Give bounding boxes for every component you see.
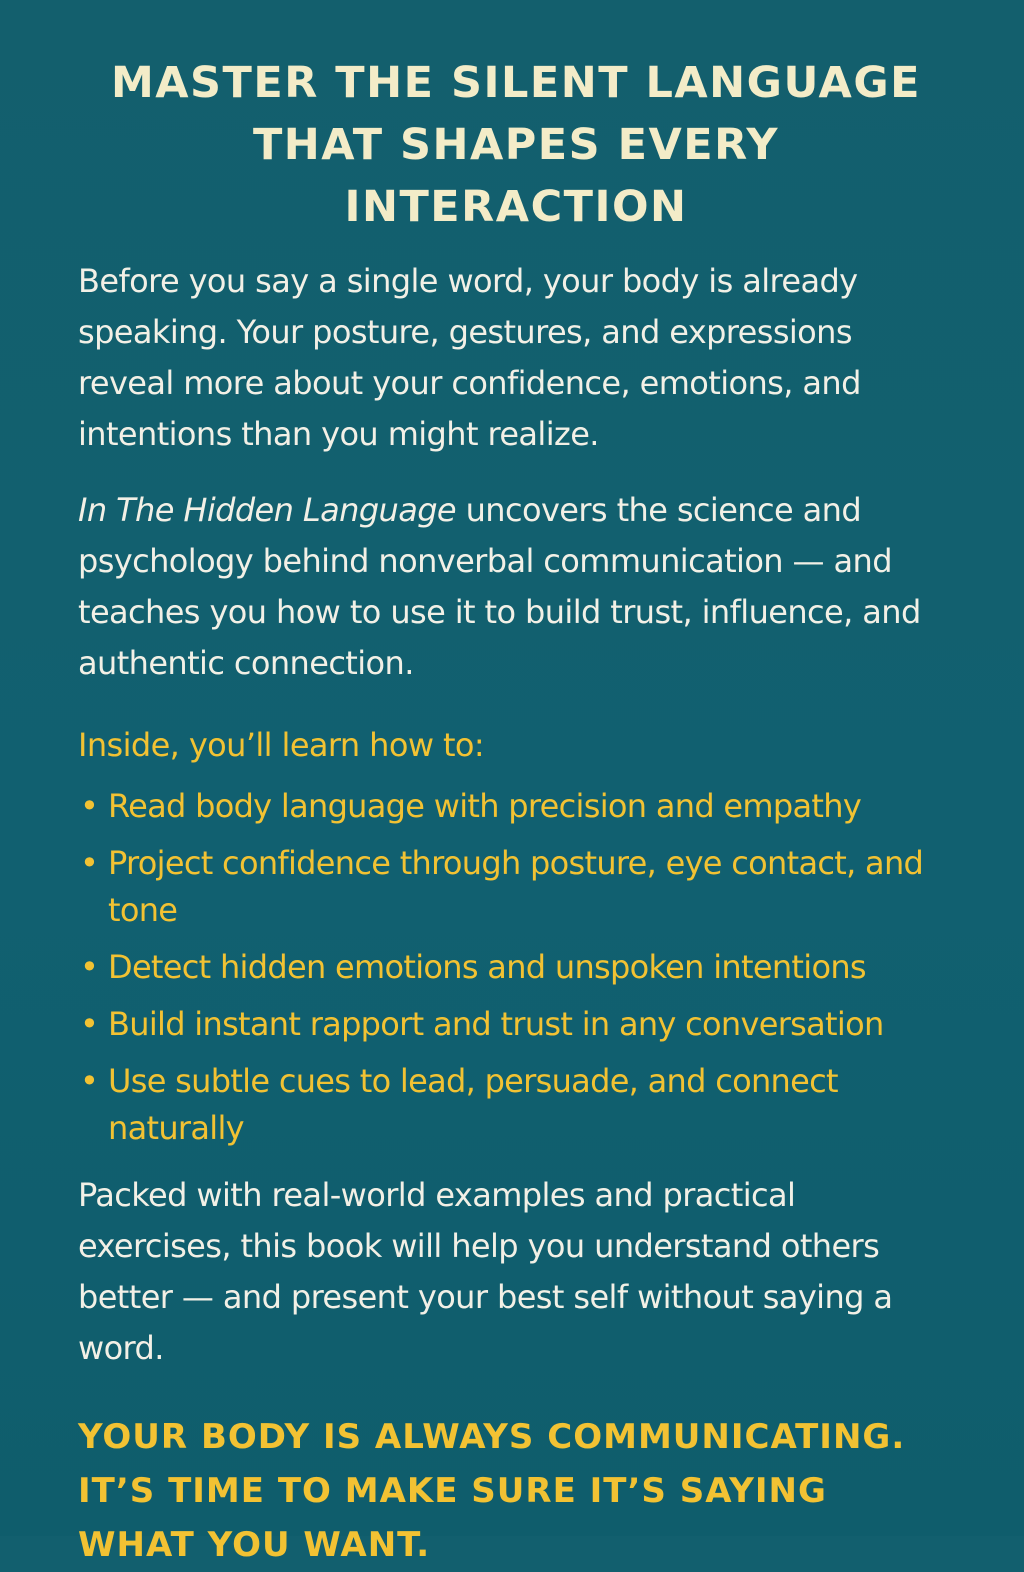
- closing-paragraph: Packed with real-world examples and practical exercises, this book will help you understand others better — and present your best self without saying a word.: [78, 1176, 893, 1367]
- bullet-icon: •: [80, 1005, 99, 1043]
- learning-list: [78, 783, 954, 1152]
- list-item-text: Build instant rapport and trust in any conversation: [108, 1005, 884, 1043]
- summary-text: uncovers the science and psychology behind nonverbal communication — and teaches you how to use it to build trust, influence, and authentic connection.: [78, 491, 921, 682]
- bullet-icon: •: [80, 844, 99, 882]
- list-item: [78, 944, 954, 991]
- headline-line-2: THAT SHAPES EVERY INTERACTION: [252, 120, 780, 232]
- list-item: [78, 783, 954, 830]
- bullet-icon: •: [80, 787, 99, 825]
- bullet-icon: •: [80, 1062, 99, 1100]
- list-item-text: Use subtle cues to lead, persuade, and connect naturally: [108, 1062, 838, 1147]
- list-item-text: Project confidence through posture, eye contact, and tone: [108, 844, 924, 929]
- headline: [78, 52, 954, 238]
- learn-lead-in: Inside, you’ll learn how to:: [78, 726, 485, 764]
- tagline-line-2: IT’S TIME TO MAKE SURE IT’S SAYING WHAT YOU WANT.: [78, 1471, 827, 1565]
- list-item-text: Detect hidden emotions and unspoken intentions: [108, 948, 866, 986]
- list-item-text: Read body language with precision and empathy: [108, 787, 862, 825]
- list-item: [78, 1001, 954, 1048]
- headline-line-1: MASTER THE SILENT LANGUAGE: [110, 58, 922, 108]
- book-title: In The Hidden Language: [78, 491, 457, 529]
- summary-paragraph: [78, 485, 954, 689]
- list-item: [78, 1058, 954, 1152]
- list-item: [78, 840, 954, 934]
- tagline: [78, 1410, 954, 1572]
- bullet-icon: •: [80, 948, 99, 986]
- tagline-line-1: YOUR BODY IS ALWAYS COMMUNICATING.: [78, 1417, 906, 1457]
- intro-paragraph: Before you say a single word, your body is already speaking. Your posture, gestures, and expressions reveal more about your confidence, emotions, and intentions than you might realize.: [78, 262, 861, 453]
